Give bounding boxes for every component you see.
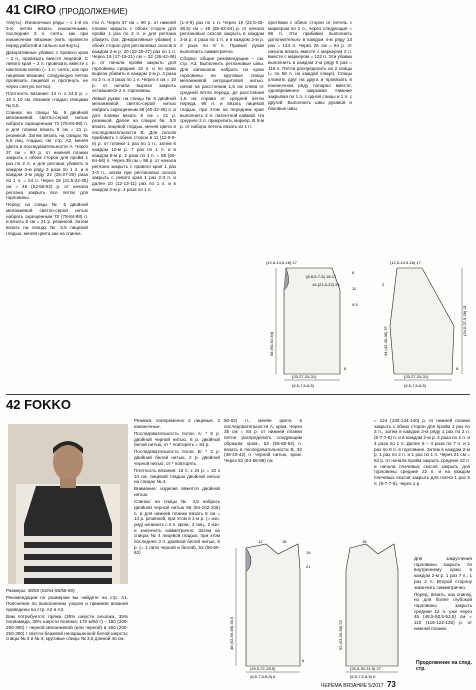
paragraph: Декоративные убавки: с правого края – 2 п., провязать вместе лицевой. С левого края – 2 п. провязать вместе с наклоном влево (= 1 п. снять, как при лицевом вязании, следующую петлю провязать лицевой и протянуть ее через снятую петлю). (6, 49, 88, 90)
diagram-label: (12,5-14,5-16) 17 (390, 260, 421, 265)
paragraph: Спинка: на спицы № 3,5 набрать двойной черной нитью 86 (94-102-106) п. и для нижней планки вязать 6 см = 14 р. резинкой, при этом в 1-м р. (= изн. ряд) начинать с 2 п. кром., 2 лиц., 2 изн. и закончить симметрично. Затем на спицах № 4 лицевой гладью, при этом последнее 3 п. двойной белой нитью, 6 р. (= 1 нити черной и белой), 52 (56-60-62) (134, 499, 220, 556)
page-number: 73 (386, 680, 396, 689)
text-column-41-4 (268, 20, 352, 260)
diagram-label: 19 (306, 550, 311, 555)
diagram-label: (25-27-29-31) (404, 374, 429, 379)
section-divider (6, 394, 470, 395)
diagram-label: 2 (382, 282, 385, 287)
text-column-41-1 (6, 20, 88, 392)
section-number: 42 (6, 397, 21, 412)
paragraph: Рекомендации по размерам вы найдете на стр. А1. Пояснения по выполнению узоров и приемов вязания приведены на стр. А2 и А3. (6, 595, 128, 612)
paragraph: Перед: вязать, как спинку, но для более глубокой горловины закрыть средние 12 п. уже через 45 (48,5-50,5-52,5) см = 110 (116-122-126) р. от нижней планки. (414, 591, 472, 631)
section-header-41 (6, 2, 128, 18)
paragraph: Резинка: попеременно 2 лицевые, 2 изнаночные. (134, 418, 220, 429)
diagram-label: 21 (306, 564, 311, 569)
section-title: CIRO (23, 2, 56, 17)
diagram-label: (6,5-7,5-8,5) 6 (350, 674, 376, 679)
paragraph: тянуть). Изнаночные ряды – с 1-й по 3-ю петли вязать изнаночными, последние 3 п. снять, как при изнаночном вязании (нить провести перед работой и сильно натянуть). (6, 20, 88, 48)
sizes-line: Размеры: 48/50 (52/54-56/58-60) (6, 588, 75, 593)
front-piece-outline (346, 544, 398, 666)
journal-name: ЧЕРЕМА ВЯЗАНИЕ 5/2017 (321, 683, 384, 689)
paragraph: Последовательность полос А: * 6 р. двойной черной нитью, 6 р. двойной белой нитью, от * повторять = 84 р. (134, 430, 220, 448)
sleeve-piece-outline (390, 268, 454, 374)
back-piece-outline (246, 544, 300, 666)
diagram-label: (24,5-27,5-28) 31 (462, 305, 467, 336)
diagram-label: 9,5 (352, 302, 358, 307)
paragraph: Внимание: изделие вяжется двойной нитью. (134, 486, 220, 497)
text-column-41-3 (180, 20, 264, 392)
diagram-label: 52 (54-56-58) 52 (338, 620, 343, 650)
diagram-label: 48 (52-56-58) 30,5 (229, 616, 234, 650)
pattern-diagram-41 (262, 256, 472, 392)
diagram-label: (6,5-7,5-8,5) 6 (250, 674, 276, 679)
text-column-42-2 (224, 418, 302, 538)
diagram-label: 11 (352, 286, 357, 291)
pattern-diagram-42 (222, 540, 414, 680)
section-header-42 (6, 397, 71, 412)
paragraph: Плотность вязания: 14 п. x 24,5 р. = 10 x 10 см, вязание гладью спицами № 5,5. (6, 91, 88, 108)
diagram-label: 12 (258, 540, 263, 544)
diagram-label: 18 (282, 540, 287, 544)
diagram-label: 6 (352, 270, 355, 275)
model-photo-illustration (8, 424, 128, 584)
diagram-label: (6,5-7,5-8,5) (292, 383, 315, 388)
model-photo (8, 424, 128, 584)
text-column-42-4 (414, 556, 472, 656)
diagram-label: 44 (42-40-38) 37 (383, 326, 388, 356)
paragraph: Левый рукав: на спицы № 5 двойной меланжевой светло-серой нитью набрать скрещенным 38 (40-42-46) п. и для планки вязать 8 см = 21 р. резинкой. Далее на спицах № 5,5 вязать лицевой гладью, меняя цвета в последовательности В. Для скосов прибавить с обеих сторон в 11 (11-9-9-я) р. от планки 1 раз по 1 п., затем в каждом 10-м р. 7 раз по 1 п. и в каждом 8-м р. 2 раза по 1 п. = 58 (60-64-66) п. Через 39 см = 96 р. от начала реглана закрыть с правого края 1 раз 2-3 п., затем при реглановых скосах закрыть с левого края 1 раз 2-3 п. и далее 10 (12-13-11) раз по 1 п. и в каждом 2-м р. 4 раза по 1 п. (92, 95, 176, 192)
paragraph: Спинка: на спицы № 5 двойной меланжевой светло-серой нитью набрать скрещенным 72 (78-84-88) п. и для планки вязать 8 см = 21 р. резинкой. Затем вязать на спицах № 5,5 лиц. гладью, см. стр. А2, меняя цвета в последовательности А. Через 37 см = 90 р. от нижней планки закрыть с обеих сторон для пройм 1 раз по 2 п. и для реглана убавить в каждом 4-м ряду 3 раза по 1 п. и в каждом 2-м ряду 22 (25-27-30) раза по 1 п. = 24 п. Через 19 (21,5-22-25) см = 46 (52-56-62) р. от начала реглана закрыть все петли для горловины. (6, 109, 88, 201)
section-subtitle: (ПРОДОЛЖЕНИЕ) (58, 7, 128, 16)
section-number: 41 (6, 2, 21, 17)
page-footer (321, 680, 396, 689)
diagram-label: (12,5-14,5-16) 17 (266, 260, 297, 265)
paragraph: Последовательность полос В: * 2 р. двойной белой нитью, 2 р. двойной черной нитью, от * повторять. (134, 449, 220, 466)
text-column-42-3 (374, 418, 470, 552)
diagram-label: (28,5-30-31,5) 27 (350, 666, 381, 671)
diagram-label: 8 (344, 366, 347, 371)
section-title: FOKKO (24, 397, 72, 412)
diagram-label: 58 (60-62-64) (269, 331, 274, 356)
diagram-label: 19-(21,5-22) 25 (312, 282, 340, 287)
paragraph: протяжки с обеих сторон от петель с маркером по 1 п., через следующие = 98 п. Эти прибавки выполнить дополнительно в каждом 4-м ряду 13 раз = 124 п. Через 26 см = 64 р. от начала вязать вместе с маркером 2 п. вместе с маркером = 122 п. Эти убавки выполнить в каждом 2-м ряду 5 раз = 116 п. Петли распределить на 2 спицы (= по 58 п. на каждой спице). Спицы уложить друг на друга и провязать в изнаночном ряду попарно вместе, одновременно закрывая. Нижние закрывая по 1 п. с одной спицы и 1 п. с другой. Выполнить швы рукавов и боковые швы. (268, 20, 352, 111)
paragraph: Плотность вязания: 16 п. x 24 р. = 10 x 10 см, лицевой гладью двойной нитью на спицах № 4. (134, 467, 220, 485)
diagram-label: (8-8,5-7-6) 18-17 (306, 274, 337, 279)
paragraph: 60-62) п., меняя цвета в последовательности А, кром. Через 35 см = 84 р. от нижней планки петли распределить следующим образом: кром., 52 (56-60-64) п. вязать в последовательности В, 32 (36-40-42) п. черной нитью, кром. Через 52 (54-56-58) см (224, 418, 302, 463)
continuation-note: Продолжение на след. стр. (416, 660, 472, 672)
paragraph: Вам потребуется: пряжа (35% шерсти альпака, 35% полиамида, 30% шерсти ягненка; 175 м/50 г) – 150 (200-250-300) г черной меланжевой (или черной) и 150 (200-250-300) г светло-бежевой неокрашенной белой шерсти; спицы № 3 и № 4; круговые спицы № 3,5 длиной 40 см. (6, 613, 128, 642)
paragraph: (1-4-9) раз по 1 п. Через 19 (22,5-25-26,5) см = 46 (56-62-64) р. от начала реглановых скосов закрыть в каждом 2-м р. 4 раза по 1 п. и в каждом 2-м р. 2 раза по 8 п. Правый рукав выполнить симметрично. (180, 20, 264, 54)
diagram-label: (25-27-29-31) (292, 374, 317, 379)
diagram-label: (25,5-27-28,5) (250, 666, 276, 671)
paragraph: Сборка: общие рекомендации – см. стр. А3. Выполнить реглановые швы. Для капюшона набрать по краю горловины на круговые спицы меланжевой антрацитовой нитью, начав на расстоянии 1,5 см слева от средней петли переда, до расстояния 1,5 см справа от средней петли переда, 96 п. и вязать лицевой гладью, при этом на переднем крае выполнить 3 п. патентной каймой. На среднее 2 п. прикрепить маркер. В 5-м р. от набора петель вязать из 1 п. (180, 55, 264, 130)
paragraph: сти А. Через 37 см = 90 р. от нижней планки закрыть с обеих сторон для пройм 1 раз по 2 п. и для реглана убавить (см. Декоративные убавки) с обеих сторон для реглановых скосов в каждом 2-м р. 20 (22-25-27) раз по 1 п. Через 15 (17-19-21) см = 32 (36-42-46) р. от начала пройм закрыть для горловины средние 16 п. и по краю выреза убавить в каждом 2-м р. 2 раза по 2 п. и 3 раза по 1 п. Через 4 см = 10 р. от начала выреза закрыть оставшиеся 2 п. горловины. (92, 20, 176, 94)
diagram-label: 8 (456, 366, 459, 371)
diagram-label: 6 (302, 658, 305, 663)
diagram-label: 18 (362, 540, 367, 544)
text-column-41-2 (92, 20, 176, 392)
text-column-42-1 (134, 418, 220, 684)
paragraph: Для закругления горловины закрыть по внутреннему краю в каждом 2-м р. 1 раз 7 п., 1 раз 2 п. Второй сторону закончить симметрично. (414, 556, 472, 590)
intro-text (6, 588, 128, 680)
diagram-label: (6,5-7,5-8,5) (404, 383, 427, 388)
paragraph: Перед: на спицы № 5 двойной меланжевой светло-серой нитью набрать скрещенным 72 (78-84-88) п. и вязать 8 см = 21 р. резинкой. Затем вязать на спицах № 5,5 лицевой гладью, меняя цвета как на спинке. (6, 202, 88, 236)
paragraph: = 124 (130-134-140) р. от нижней планки закрыть с обеих сторон для пройм 1 раз по 3 п., затем в каждом 2-м ряду 1 раз по 2 п. (6-7-7-8) п. и в каждом 2-м р. 4 раза по 2 п. и 4 раза по 1 п. Далее 6 – 4 раза по 7 п. и 1 раз по 8 п. в горловине. Затем в каждом 2-м р. 1 раз по 2 п. и 1 раз по 1 п. Через 21 см = 52 р. от начала пройм закрыть средние 22 п. и начала плечевых скосов закрыть для горловины средние 22 п. и на каждом плечевых скосов закрыть для плеча 1 раз 5 п. (6-7-7-8), через 1 р. (374, 418, 470, 486)
